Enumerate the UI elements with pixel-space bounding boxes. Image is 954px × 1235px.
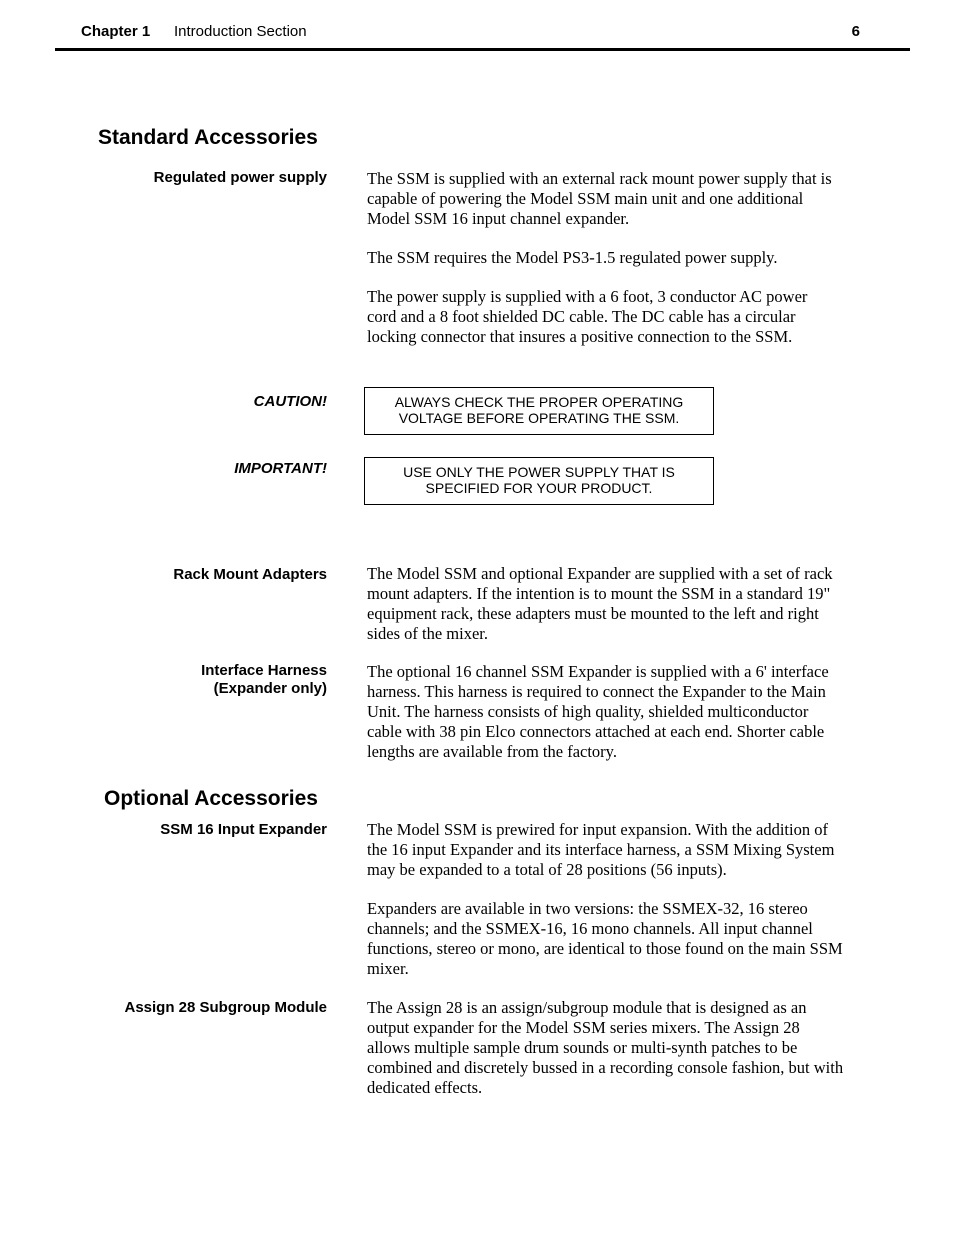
interface-harness-text: The optional 16 channel SSM Expander is supplied with a 6' interface harness. This harness is required to connect the Expander to the Main Unit. The harness consists of high quality, shielded multiconductor cable with 38 pin Elco connectors attached at each end. Shorter cable lengths are available from the factory. [367,662,829,761]
interface-harness-label [201,662,327,698]
power-supply-paragraph-2: The SSM requires the Model PS3-1.5 regulated power supply. [367,248,778,267]
assign-28-subgroup-module-label: Assign 28 Subgroup Module [124,999,327,1016]
interface-harness-label-line2: (Expander only) [213,680,327,697]
important-label: IMPORTANT! [234,460,327,477]
optional-accessories-heading: Optional Accessories [104,787,318,810]
caution-label: CAUTION! [253,393,327,410]
assign-28-text: The Assign 28 is an assign/subgroup module that is designed as an output expander for the Model SSM series mixers. The Assign 28 allows multiple sample drum sounds or multi-synth patches to be combined and discretely bussed in a recording console fashion, but with dedicated effects. [367,998,844,1097]
header-divider [55,48,910,51]
section-label: Introduction Section [174,23,307,40]
power-supply-paragraph-3: The power supply is supplied with a 6 foot, 3 conductor AC power cord and a 8 foot shielded DC cable. The DC cable has a circular locking connector that insures a positive connection to the SSM. [367,287,808,346]
page-number: 6 [851,23,860,40]
rack-mount-adapters-text: The Model SSM and optional Expander are supplied with a set of rack mount adapters. If the intention is to mount the SSM in a standard 19" equipment rack, these adapters must be mounted to the left and right sides of the mixer. [367,564,833,643]
important-box: USE ONLY THE POWER SUPPLY THAT IS SPECIFIED FOR YOUR PRODUCT. [364,457,714,505]
ssm-16-input-expander-label: SSM 16 Input Expander [160,821,327,838]
interface-harness-label-line1: Interface Harness [201,662,327,679]
standard-accessories-heading: Standard Accessories [98,126,318,149]
expander-paragraph-1: The Model SSM is prewired for input expansion. With the addition of the 16 input Expander and its interface harness, a SSM Mixing System may be expanded to a total of 28 positions (56 inputs). [367,820,835,879]
power-supply-paragraph-1: The SSM is supplied with an external rack mount power supply that is capable of powering the Model SSM main unit and one additional Model SSM 16 input channel expander. [367,169,832,228]
caution-box: ALWAYS CHECK THE PROPER OPERATING VOLTAGE BEFORE OPERATING THE SSM. [364,387,714,435]
rack-mount-adapters-label: Rack Mount Adapters [173,566,327,583]
regulated-power-supply-label: Regulated power supply [153,169,327,186]
chapter-label: Chapter 1 [81,23,151,40]
expander-paragraph-2: Expanders are available in two versions: the SSMEX-32, 16 stereo channels; and the SSMEX-16, 16 mono channels. All input channel functions, stereo or mono, are identical to those found on the main SSM mixer. [367,899,843,978]
